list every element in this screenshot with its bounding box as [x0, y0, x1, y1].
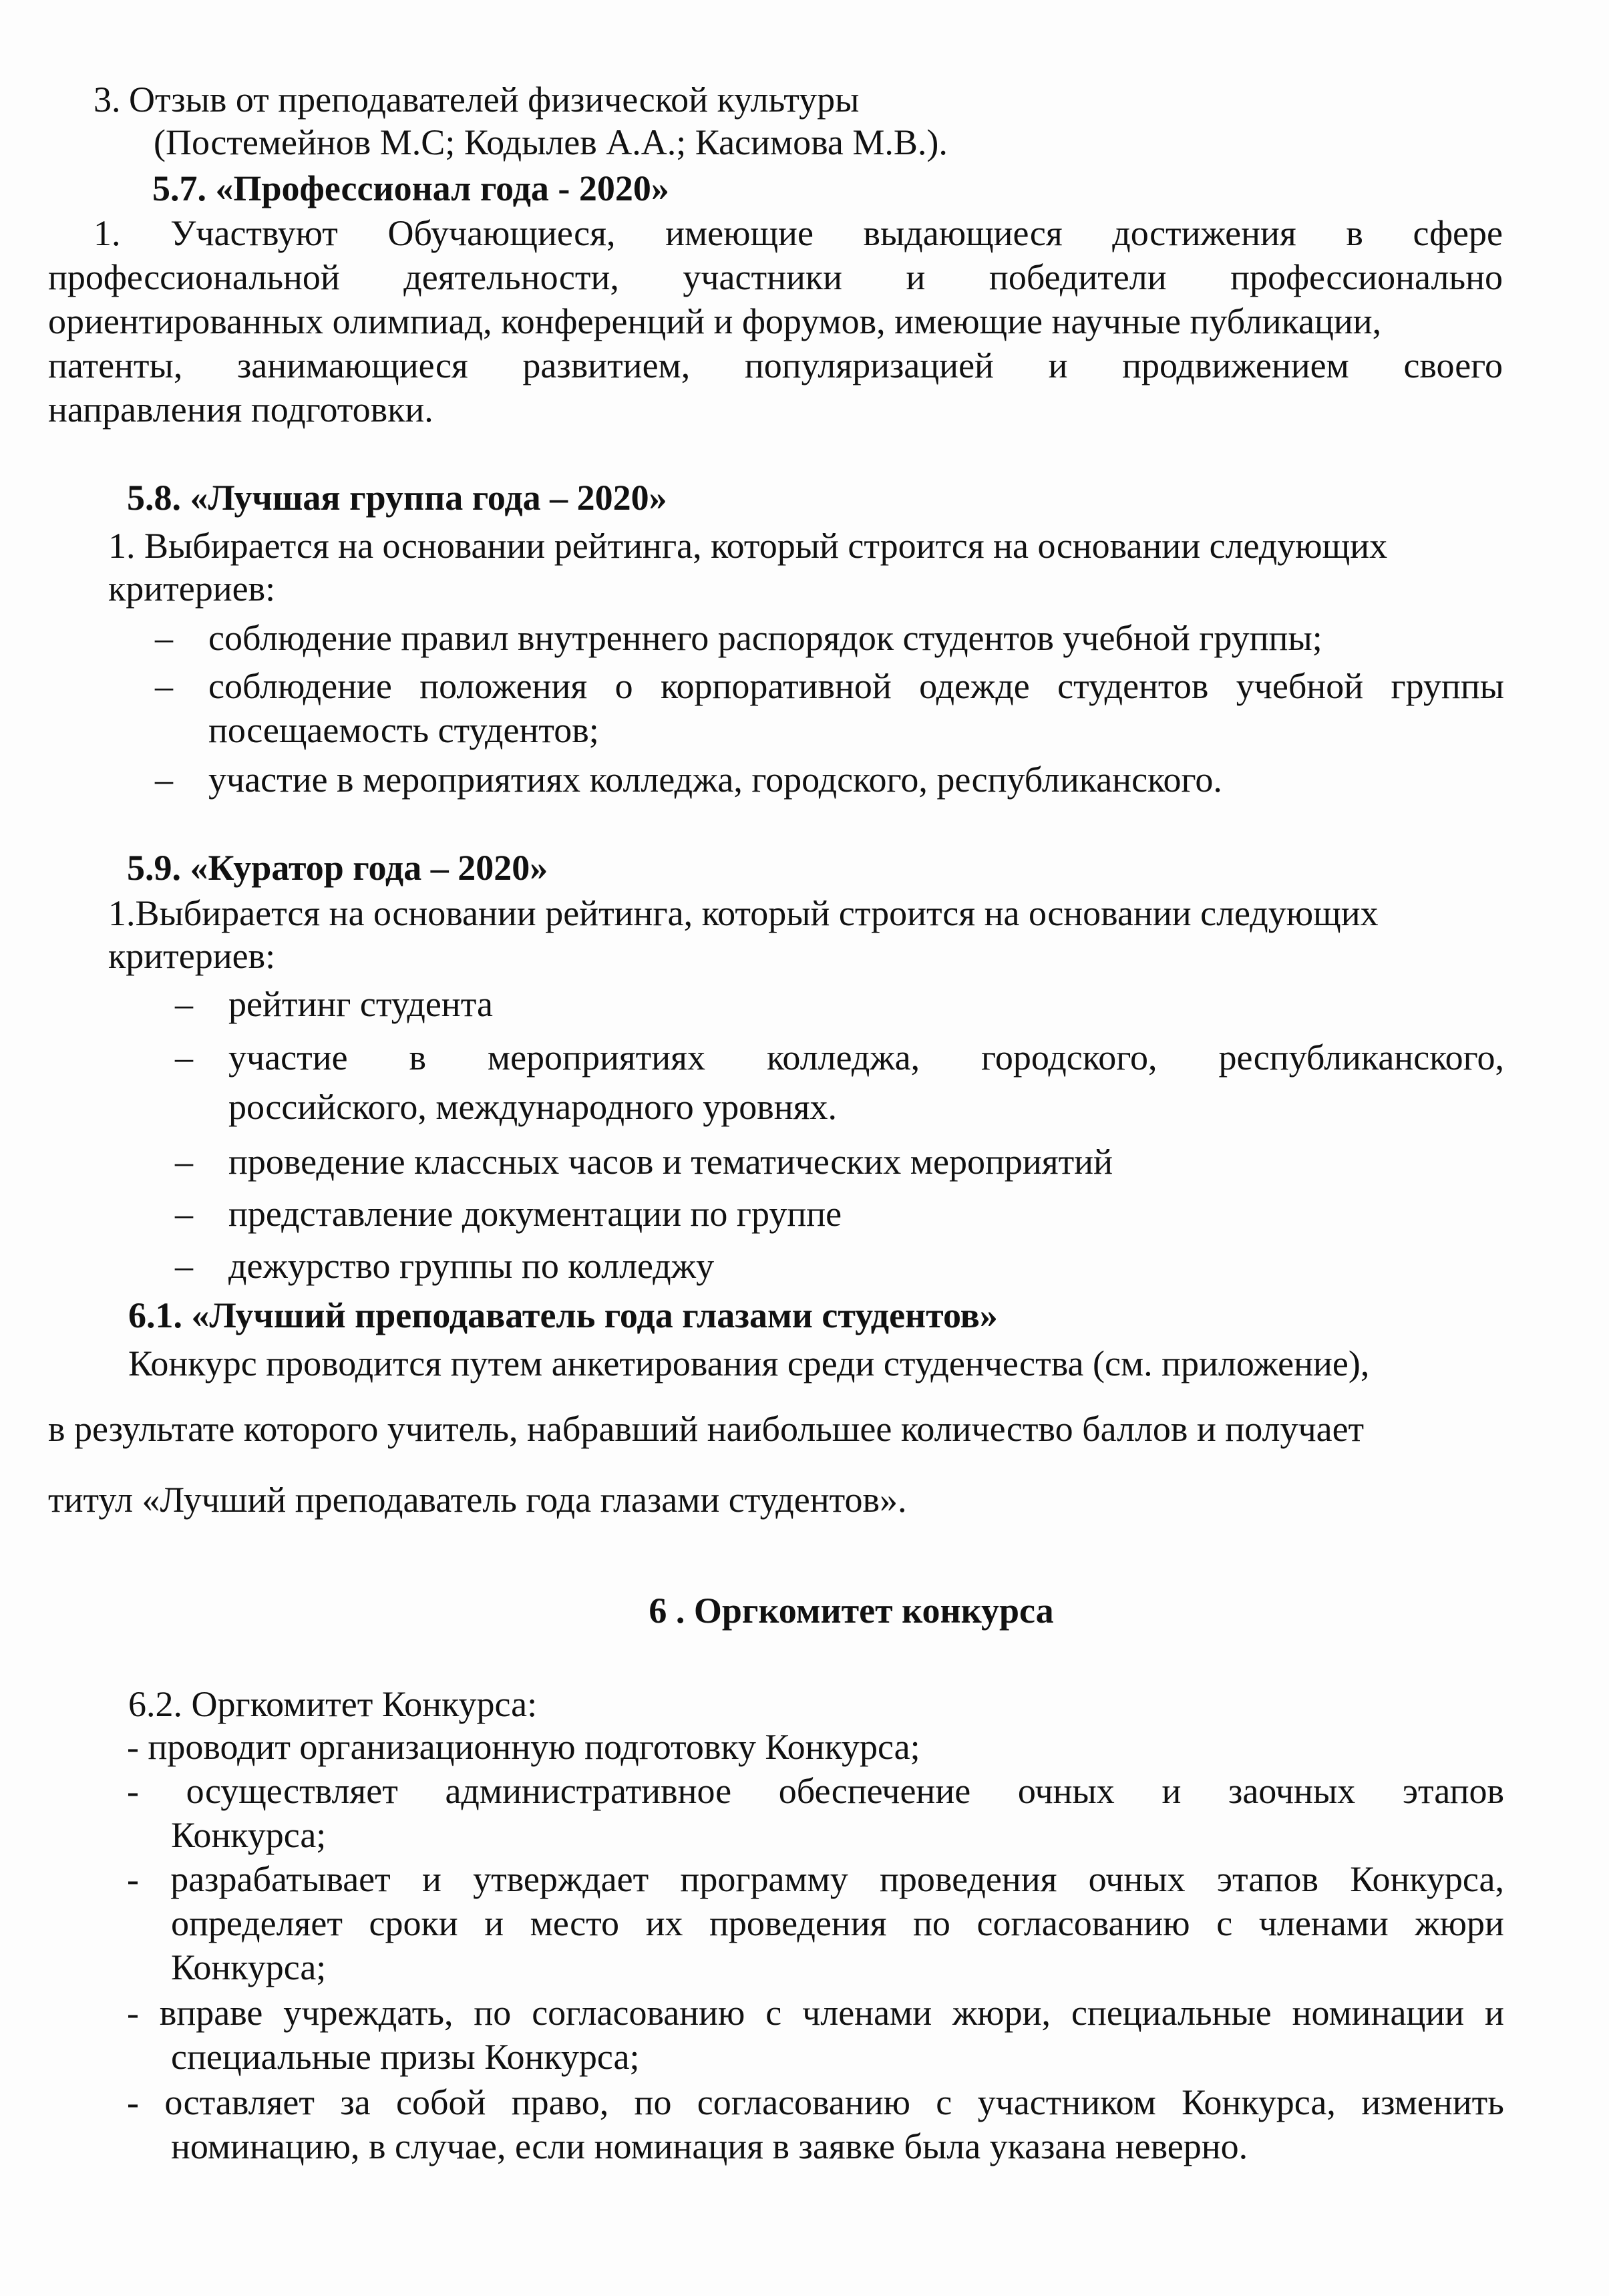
word: номинации	[1292, 1993, 1465, 2033]
word: участником	[977, 2082, 1156, 2122]
word: осуществляет	[186, 1771, 398, 1811]
word: -	[127, 2082, 139, 2122]
section-5-9-intro-line2: критериев:	[108, 936, 276, 976]
word: этапов	[1402, 1771, 1504, 1811]
word: участники	[683, 257, 843, 297]
word: деятельности,	[403, 257, 619, 297]
word: и	[1161, 1771, 1182, 1811]
orgcommittee-item3-line3: Конкурса;	[171, 1947, 327, 1987]
section-5-9-bullet5: дежурство группы по колледжу	[228, 1246, 715, 1286]
section-5-7-line4	[48, 347, 1503, 383]
word: разрабатывает	[170, 1859, 391, 1899]
word: колледжа,	[766, 1037, 920, 1078]
word: о	[614, 666, 633, 706]
section-5-7-line1	[94, 215, 1503, 251]
word: с	[936, 2082, 952, 2122]
section-5-7-line2	[48, 259, 1503, 295]
word: победители	[989, 257, 1167, 297]
word: достижения	[1112, 213, 1296, 253]
section-5-8-bullet2-line2: посещаемость студентов;	[208, 710, 599, 750]
section-5-9-bullet4: представление документации по группе	[228, 1194, 842, 1234]
word: обеспечение	[778, 1771, 971, 1811]
word: городского,	[981, 1037, 1157, 1078]
word: жюри	[1415, 1903, 1504, 1943]
word: профессиональной	[48, 257, 340, 297]
word: соблюдение	[208, 666, 392, 706]
section-5-9-heading: 5.9. «Куратор года – 2020»	[127, 848, 548, 888]
word: имеющие	[665, 213, 814, 253]
section-5-7-line5: направления подготовки.	[48, 389, 433, 430]
word: группы	[1391, 666, 1504, 706]
item3-line1: Отзыв от преподавателей физической культуры	[129, 79, 860, 120]
word: по	[634, 2082, 672, 2122]
section-5-8-bullet1: соблюдение правил внутреннего распорядок студентов учебной группы;	[208, 618, 1322, 658]
word: очных	[1088, 1859, 1186, 1899]
word: согласованию	[697, 2082, 910, 2122]
word: право,	[511, 2082, 609, 2122]
section-6-1-line2: в результате которого учитель, набравший наибольшее количество баллов и получает	[48, 1409, 1365, 1449]
item3-number: 3.	[94, 79, 121, 120]
word: в	[1346, 213, 1363, 253]
word: за	[340, 2082, 371, 2122]
word: согласованию	[532, 1993, 745, 2033]
word: согласованию	[976, 1903, 1190, 1943]
word: их	[645, 1903, 683, 1943]
section-5-9-bullet2-line1	[228, 1039, 1504, 1076]
word: профессионально	[1230, 257, 1503, 297]
word: программу	[680, 1859, 848, 1899]
word: своего	[1403, 345, 1503, 385]
word: проведения	[880, 1859, 1057, 1899]
section-5-9-bullet2-line2: российского, международного уровнях.	[228, 1087, 837, 1127]
word: утверждает	[473, 1859, 649, 1899]
word: продвижением	[1122, 345, 1349, 385]
section-5-9-bullet1: рейтинг студента	[228, 984, 493, 1024]
word: этапов	[1216, 1859, 1318, 1899]
bullet-dash: –	[175, 1246, 193, 1286]
word: членами	[1258, 1903, 1389, 1943]
orgcommittee-item2-line1	[127, 1773, 1504, 1809]
word: студентов	[1057, 666, 1209, 706]
word: республиканского,	[1218, 1037, 1504, 1078]
word: Конкурса,	[1350, 1859, 1504, 1899]
word: сфере	[1413, 213, 1503, 253]
word: вправе	[159, 1993, 263, 2033]
section-5-8-intro-line2: критериев:	[108, 568, 276, 609]
word: и	[421, 1859, 441, 1899]
word: -	[127, 1771, 139, 1811]
word: выдающиеся	[863, 213, 1063, 253]
orgcommittee-item5-line2: номинацию, в случае, если номинация в заявке была указана неверно.	[171, 2126, 1248, 2166]
section-6-1-heading: 6.1. «Лучший преподаватель года глазами студентов»	[128, 1295, 998, 1335]
section-5-8-bullet2-line1	[208, 668, 1504, 704]
section-5-8-bullet3: участие в мероприятиях колледжа, городского, республиканского.	[208, 760, 1222, 800]
word: в	[409, 1037, 426, 1078]
section-6-1-line1: Конкурс проводится путем анкетирования среди студенчества (см. приложение),	[128, 1343, 1370, 1383]
orgcommittee-item5-line1	[127, 2084, 1504, 2120]
word: проведения	[709, 1903, 887, 1943]
orgcommittee-item2-line2: Конкурса;	[171, 1815, 327, 1855]
word: популяризацией	[744, 345, 994, 385]
word: занимающиеся	[236, 345, 468, 385]
section-5-7-line3: ориентированных олимпиад, конференций и форумов, имеющие научные публикации,	[48, 301, 1382, 341]
word: собой	[396, 2082, 486, 2122]
word: участие	[228, 1037, 348, 1078]
word: 1.	[94, 213, 121, 253]
word: Участвуют	[170, 213, 338, 253]
word: и	[1485, 1993, 1504, 2033]
bullet-dash: –	[175, 1194, 193, 1234]
word: сроки	[369, 1903, 458, 1943]
word: учреждать,	[283, 1993, 454, 2033]
bullet-dash: –	[155, 618, 173, 658]
section-5-9-intro-line1: 1.Выбирается на основании рейтинга, который строится на основании следующих	[108, 893, 1379, 933]
item3-line2: (Постемейнов М.С; Кодылев А.А.; Касимова М.В.).	[154, 122, 948, 162]
word: патенты,	[48, 345, 183, 385]
word: по	[913, 1903, 950, 1943]
word: Обучающиеся,	[387, 213, 616, 253]
orgcommittee-item4-line1	[127, 1995, 1504, 2031]
word: развитием,	[522, 345, 691, 385]
word: учебной	[1236, 666, 1364, 706]
word: определяет	[171, 1903, 343, 1943]
word: по	[474, 1993, 512, 2033]
section-6-heading: 6 . Оргкомитет конкурса	[649, 1591, 1054, 1631]
word: -	[127, 1993, 139, 2033]
orgcommittee-item3-line1	[127, 1861, 1504, 1897]
word: членами	[802, 1993, 932, 2033]
word: жюри,	[952, 1993, 1051, 2033]
word: мероприятиях	[487, 1037, 706, 1078]
section-5-7-heading: 5.7. «Профессионал года - 2020»	[152, 168, 669, 208]
orgcommittee-item3-line2	[171, 1905, 1504, 1941]
word: Конкурса,	[1182, 2082, 1336, 2122]
word: и	[906, 257, 926, 297]
word: -	[127, 1859, 139, 1899]
word: с	[1216, 1903, 1233, 1943]
section-6-2-intro: 6.2. Оргкомитет Конкурса:	[128, 1684, 538, 1724]
word: и	[484, 1903, 504, 1943]
word: и	[1048, 345, 1068, 385]
word: корпоративной	[660, 666, 892, 706]
word: заочных	[1228, 1771, 1356, 1811]
bullet-dash: –	[155, 760, 173, 800]
orgcommittee-item4-line2: специальные призы Конкурса;	[171, 2037, 640, 2077]
word: оставляет	[164, 2082, 315, 2122]
word: административное	[445, 1771, 732, 1811]
bullet-dash: –	[175, 1037, 193, 1078]
word: место	[530, 1903, 619, 1943]
word: изменить	[1361, 2082, 1504, 2122]
word: положения	[419, 666, 588, 706]
word: с	[765, 1993, 782, 2033]
section-5-8-heading: 5.8. «Лучшая группа года – 2020»	[127, 478, 667, 518]
section-5-9-bullet3: проведение классных часов и тематических мероприятий	[228, 1142, 1113, 1182]
bullet-dash: –	[175, 984, 193, 1024]
orgcommittee-item1: - проводит организационную подготовку Конкурса;	[127, 1727, 920, 1767]
section-5-8-intro-line1: 1. Выбирается на основании рейтинга, который строится на основании следующих	[108, 526, 1388, 566]
bullet-dash: –	[175, 1142, 193, 1182]
word: одежде	[919, 666, 1030, 706]
word: очных	[1017, 1771, 1115, 1811]
section-6-1-line3: титул «Лучший преподаватель года глазами студентов».	[48, 1480, 907, 1520]
bullet-dash: –	[155, 666, 173, 706]
word: специальные	[1071, 1993, 1272, 2033]
